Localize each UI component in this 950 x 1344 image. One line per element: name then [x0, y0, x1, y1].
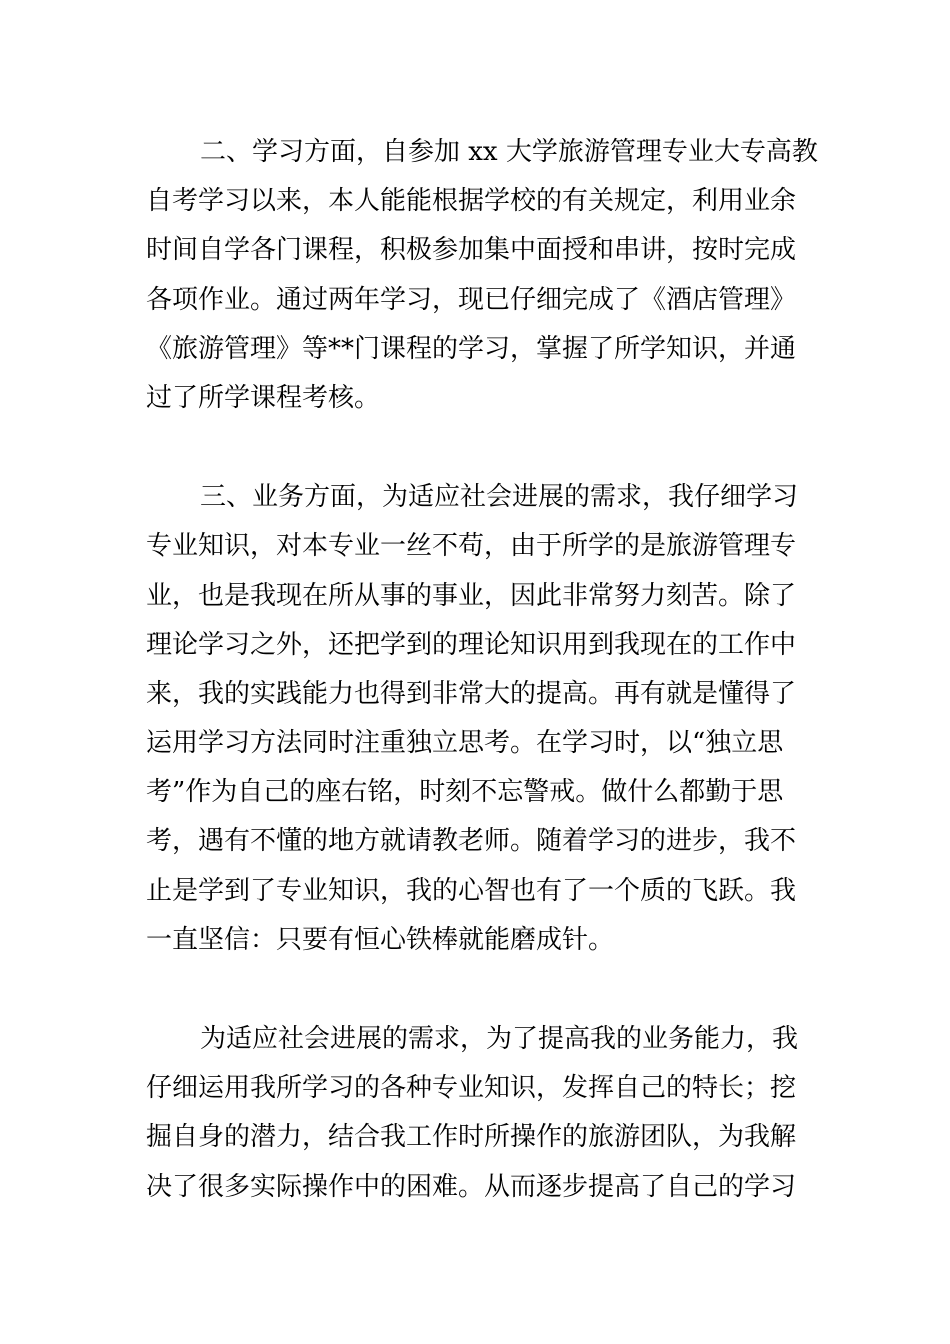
document-page [146, 128, 818, 1212]
text-line: 一直坚信：只要有恒心铁棒就能磨成针。 [146, 924, 615, 955]
paragraph-gap [146, 965, 806, 1015]
text-line: 掘自身的潜力，结合我工作时所操作的旅游团队，为我解 [146, 1122, 797, 1153]
text-line: 决了很多实际操作中的困难。从而逐步提高了自己的学习 [146, 1171, 797, 1202]
text-line: 理论学习之外，还把学到的理论知识用到我现在的工作中 [146, 629, 797, 660]
text-line: 三、业务方面，为适应社会进展的需求，我仔细学习 [200, 482, 799, 513]
text-line: 考，遇有不懂的地方就请教老师。随着学习的进步，我不 [146, 826, 797, 857]
text-line: 《旅游管理》等**门课程的学习，掌握了所学知识，并通 [146, 333, 797, 364]
paragraph-gap [146, 423, 806, 473]
text-line: 运用学习方法同时注重独立思考。在学习时，以“独立思 [146, 728, 784, 759]
text-line: 过了所学课程考核。 [146, 382, 381, 413]
text-line: 二、学习方面，自参加 xx 大学旅游管理专业大专高教 [200, 137, 818, 167]
text-line: 专业知识，对本专业一丝不苟，由于所学的是旅游管理专 [146, 531, 797, 562]
paragraph-ability [146, 1015, 806, 1212]
text-line: 仔细运用我所学习的各种专业知识，发挥自己的特长；挖 [146, 1073, 797, 1104]
text-line: 来，我的实践能力也得到非常大的提高。再有就是懂得了 [146, 678, 797, 709]
text-line: 止是学到了专业知识，我的心智也有了一个质的飞跃。我 [146, 875, 797, 906]
text-line: 为适应社会进展的需求，为了提高我的业务能力，我 [200, 1024, 799, 1054]
text-line: 考”作为自己的座右铭，时刻不忘警戒。做什么都勤于思 [146, 777, 784, 808]
text-line: 自考学习以来，本人能能根据学校的有关规定，利用业余 [146, 186, 797, 217]
text-line: 各项作业。通过两年学习，现已仔细完成了《酒店管理》 [146, 284, 797, 315]
paragraph-business [146, 473, 806, 965]
text-line: 时间自学各门课程，积极参加集中面授和串讲，按时完成 [146, 235, 797, 266]
text-line: 业，也是我现在所从事的事业，因此非常努力刻苦。除了 [146, 580, 797, 611]
paragraph-study [146, 128, 818, 423]
